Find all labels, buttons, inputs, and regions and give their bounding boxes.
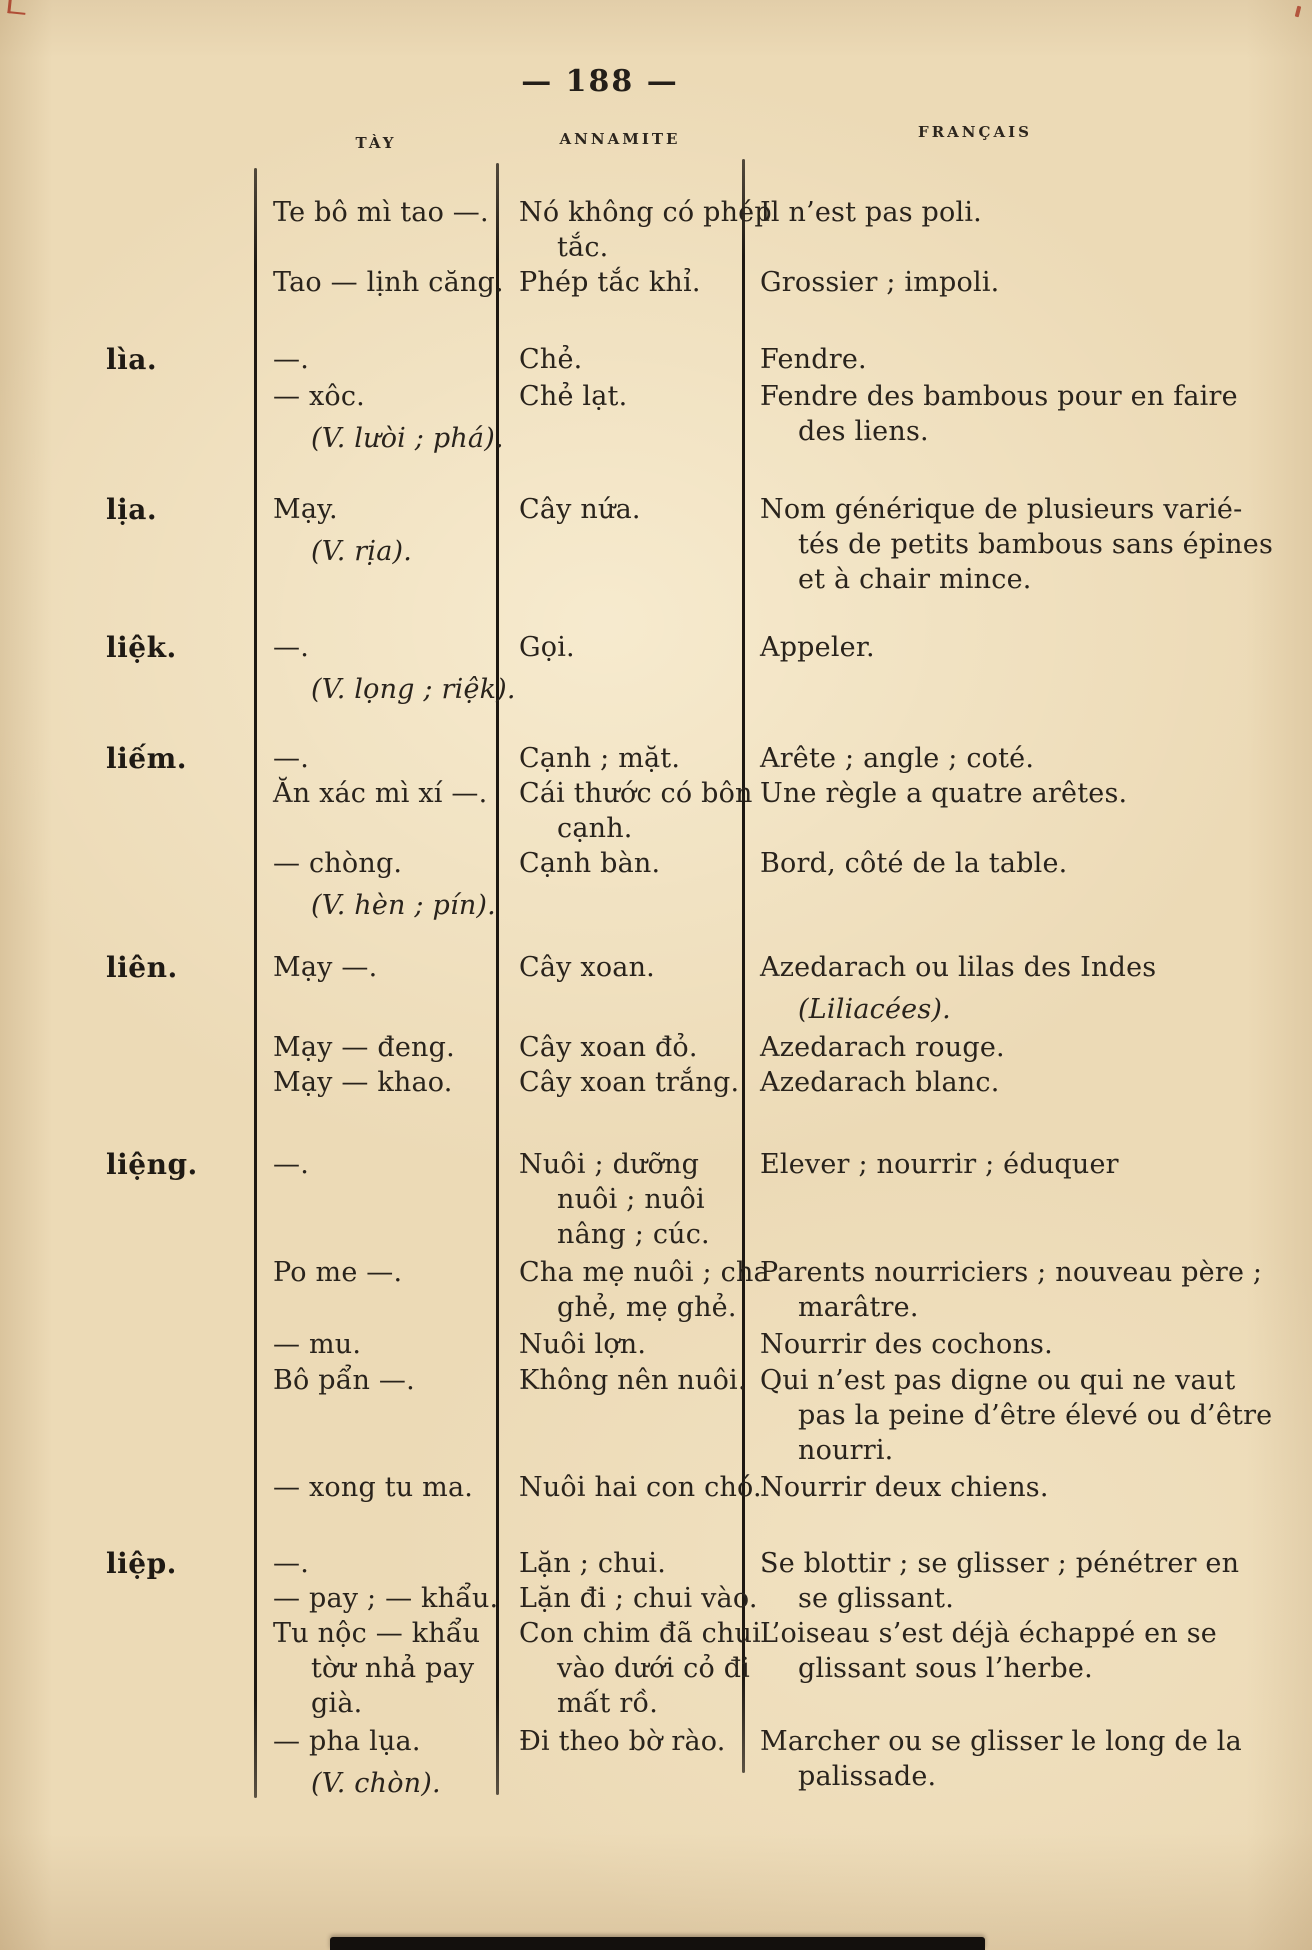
table-row xyxy=(0,741,1312,776)
francais-cell xyxy=(743,1327,1312,1362)
cell-line: Nó không có phép xyxy=(519,197,772,228)
tay-cell xyxy=(255,1616,497,1721)
cell-line: Appeler. xyxy=(760,632,875,663)
annamite-cell xyxy=(497,846,743,924)
francais-cell xyxy=(743,1255,1312,1325)
annamite-cell xyxy=(497,195,772,265)
francais-cell xyxy=(743,741,1312,776)
table-row xyxy=(0,950,1312,1028)
annamite-cell xyxy=(497,1724,743,1802)
headword xyxy=(0,1255,255,1325)
cell-line: Phép tắc khỉ. xyxy=(519,267,701,298)
headword: liếm. xyxy=(106,742,187,775)
red-corner-mark-right xyxy=(1295,6,1302,18)
tay-cell xyxy=(255,1065,497,1100)
cell-line: Tao — lịnh căng. xyxy=(273,267,504,298)
annamite-cell xyxy=(497,1616,761,1721)
cell-line: Elever ; nourrir ; éduquer xyxy=(760,1149,1119,1180)
headword: liệk. xyxy=(106,631,177,664)
annamite-cell xyxy=(497,1546,758,1616)
tay-cell xyxy=(255,1470,497,1505)
cell-line: vào dưới cỏ đi xyxy=(557,1653,751,1684)
cell-line: Bô pẩn —. xyxy=(273,1365,415,1396)
francais-cell xyxy=(743,1065,1312,1100)
tay-cell xyxy=(255,1030,497,1065)
cell-line: — chòng. xyxy=(273,848,403,879)
francais-cell xyxy=(743,630,1312,708)
table-row xyxy=(0,1724,1312,1802)
annamite-cell xyxy=(497,492,743,597)
table-row xyxy=(0,1147,1312,1252)
cell-line: Lặn ; chui. xyxy=(519,1548,666,1579)
cell-line: Parents nourriciers ; nouveau père ; xyxy=(760,1257,1263,1288)
tay-cell xyxy=(255,630,516,708)
cell-line: —. xyxy=(273,1548,309,1579)
cell-line: Azedarach ou lilas des Indes xyxy=(760,952,1157,983)
annamite-cell xyxy=(497,776,753,846)
cell-line: Bord, côté de la table. xyxy=(760,848,1068,879)
cell-line: Cây nứa. xyxy=(519,494,641,525)
headword: lìa. xyxy=(106,343,158,376)
table-row xyxy=(0,1363,1312,1468)
francais-cell xyxy=(743,776,1312,846)
cell-line: Cái thước có bôn xyxy=(519,778,753,809)
table-row xyxy=(0,1065,1312,1100)
headword xyxy=(0,846,255,924)
headword: liệp. xyxy=(106,1547,177,1580)
tay-cell xyxy=(255,1147,497,1252)
cell-line: (V. rịa). xyxy=(311,536,413,567)
francais-cell xyxy=(743,950,1312,1028)
cell-line: et à chair mince. xyxy=(798,564,1032,595)
tay-cell xyxy=(255,1255,497,1325)
cell-line: Ăn xác mì xí —. xyxy=(273,778,488,809)
annamite-cell xyxy=(497,1147,743,1252)
francais-cell xyxy=(743,265,1312,300)
tay-cell xyxy=(255,265,504,300)
francais-cell xyxy=(743,846,1312,924)
cell-line: mất rồ. xyxy=(557,1688,658,1719)
cell-line: nuôi ; nuôi xyxy=(557,1184,705,1215)
cell-line: Nuôi lợn. xyxy=(519,1329,647,1360)
francais-cell xyxy=(743,195,1312,265)
cell-line: Azedarach blanc. xyxy=(760,1067,1000,1098)
cell-line: —. xyxy=(273,632,309,663)
cell-line: — mu. xyxy=(273,1329,362,1360)
annamite-cell xyxy=(497,1030,743,1065)
cell-line: Gọi. xyxy=(519,632,575,663)
cell-line: Cạnh ; mặt. xyxy=(519,743,681,774)
tay-cell xyxy=(255,846,497,924)
tay-cell xyxy=(255,950,497,1028)
francais-cell xyxy=(743,379,1312,457)
cell-line: Grossier ; impoli. xyxy=(760,267,1000,298)
headword: liên. xyxy=(106,951,178,984)
cell-line: Cha mẹ nuôi ; cha xyxy=(519,1257,770,1288)
table-row xyxy=(0,1546,1312,1616)
cell-line: —. xyxy=(273,1149,309,1180)
annamite-cell xyxy=(497,630,743,708)
cell-line: Tu nộc — khẩu xyxy=(273,1618,481,1649)
cell-line: Lặn đi ; chui vào. xyxy=(519,1583,758,1614)
cell-line: — pay ; — khẩu. xyxy=(273,1583,499,1614)
tay-cell xyxy=(255,1363,497,1468)
cell-line: Chẻ. xyxy=(519,344,583,375)
tay-cell xyxy=(255,1724,497,1802)
cell-line: tés de petits bambous sans épines xyxy=(798,529,1273,560)
annamite-cell xyxy=(497,1065,743,1100)
cell-line: (V. chòn). xyxy=(311,1768,441,1799)
cell-line: Mạy —. xyxy=(273,952,378,983)
cell-line: ghẻ, mẹ ghẻ. xyxy=(557,1292,737,1323)
cell-line: (V. lọng ; riệk). xyxy=(311,674,516,705)
table-row xyxy=(0,846,1312,924)
francais-cell xyxy=(743,1724,1312,1802)
table-row xyxy=(0,195,1312,265)
francais-cell xyxy=(743,1363,1312,1468)
annamite-cell xyxy=(497,950,743,1028)
cell-line: — xôc. xyxy=(273,381,365,412)
table-row xyxy=(0,379,1312,457)
table-row xyxy=(0,1327,1312,1362)
table-row xyxy=(0,492,1312,597)
headword: lịa. xyxy=(106,493,158,526)
table-row xyxy=(0,1255,1312,1325)
cell-line: nourri. xyxy=(798,1435,894,1466)
table-row xyxy=(0,630,1312,708)
cell-line: pas la peine d’être élevé ou d’être xyxy=(798,1400,1273,1431)
tay-cell xyxy=(255,342,497,377)
cell-line: marâtre. xyxy=(798,1292,919,1323)
cell-line: Marcher ou se glisser le long de la xyxy=(760,1726,1242,1757)
cell-line: (V. hèn ; pín). xyxy=(311,890,496,921)
annamite-cell xyxy=(497,265,743,300)
headword xyxy=(0,1030,255,1065)
cell-line: Qui n’est pas digne ou qui ne vaut xyxy=(760,1365,1236,1396)
tay-cell xyxy=(255,195,497,265)
page-number: — 188 — xyxy=(521,64,679,99)
cell-line: Azedarach rouge. xyxy=(760,1032,1005,1063)
cell-line: Cạnh bàn. xyxy=(519,848,661,879)
annamite-cell xyxy=(497,741,743,776)
cell-line: Nourrir deux chiens. xyxy=(760,1472,1049,1503)
francais-cell xyxy=(743,1030,1312,1065)
francais-cell xyxy=(743,1147,1312,1252)
annamite-cell xyxy=(497,379,743,457)
cell-line: Mạy — đeng. xyxy=(273,1032,455,1063)
tay-cell xyxy=(255,776,497,846)
cell-line: Nuôi ; dưỡng xyxy=(519,1149,700,1180)
cell-line: —. xyxy=(273,743,309,774)
cell-line: Il n’est pas poli. xyxy=(760,197,982,228)
headword xyxy=(0,1363,255,1468)
table-row xyxy=(0,1616,1312,1721)
cell-line: se glissant. xyxy=(798,1583,955,1614)
column-header-annamite: ANNAMITE xyxy=(559,130,681,148)
annamite-cell xyxy=(497,1255,770,1325)
table-row xyxy=(0,776,1312,846)
headword xyxy=(0,195,255,265)
scan-edge-bar xyxy=(330,1937,985,1950)
cell-line: Te bô mì tao —. xyxy=(273,197,489,228)
cell-line: L’oiseau s’est déjà échappé en se xyxy=(760,1618,1217,1649)
cell-line: — xong tu ma. xyxy=(273,1472,474,1503)
cell-line: nâng ; cúc. xyxy=(557,1219,710,1250)
cell-line: Cây xoan trắng. xyxy=(519,1067,740,1098)
column-header-tay: TÀY xyxy=(355,134,397,152)
cell-line: (V. lưòi ; phá). xyxy=(311,423,504,454)
cell-line: Mạy — khao. xyxy=(273,1067,453,1098)
francais-cell xyxy=(743,1470,1312,1505)
cell-line: Nuôi hai con chó. xyxy=(519,1472,762,1503)
cell-line: Mạy. xyxy=(273,494,338,525)
tay-cell xyxy=(255,379,504,457)
cell-line: des liens. xyxy=(798,416,929,447)
cell-line: Chẻ lạt. xyxy=(519,381,628,412)
tay-cell xyxy=(255,1327,497,1362)
dictionary-entries xyxy=(0,195,1312,1802)
annamite-cell xyxy=(497,342,743,377)
cell-line: Nom générique de plusieurs varié- xyxy=(760,494,1243,525)
headword: liệng. xyxy=(106,1148,198,1181)
cell-line: Cây xoan. xyxy=(519,952,655,983)
cell-line: Nourrir des cochons. xyxy=(760,1329,1053,1360)
francais-cell xyxy=(743,492,1312,597)
table-row xyxy=(0,1470,1312,1505)
cell-line: già. xyxy=(311,1688,363,1719)
table-row xyxy=(0,1030,1312,1065)
column-header-francais: FRANÇAIS xyxy=(918,123,1032,141)
francais-cell xyxy=(743,342,1312,377)
cell-line: Cây xoan đỏ. xyxy=(519,1032,698,1063)
cell-line: glissant sous l’herbe. xyxy=(798,1653,1093,1684)
cell-line: Se blottir ; se glisser ; pénétrer en xyxy=(760,1548,1240,1579)
headword xyxy=(0,1724,255,1802)
table-row xyxy=(0,265,1312,300)
cell-line: Không nên nuôi. xyxy=(519,1365,747,1396)
annamite-cell xyxy=(497,1470,762,1505)
cell-line: Đi theo bờ rào. xyxy=(519,1726,726,1757)
cell-line: — pha lụa. xyxy=(273,1726,421,1757)
cell-line: —. xyxy=(273,344,309,375)
cell-line: (Liliacées). xyxy=(798,994,951,1025)
headword xyxy=(0,1616,255,1721)
headword xyxy=(0,265,255,300)
annamite-cell xyxy=(497,1363,747,1468)
tay-cell xyxy=(255,1546,497,1616)
cell-line: Arête ; angle ; coté. xyxy=(760,743,1035,774)
cell-line: Fendre des bambous pour en faire xyxy=(760,381,1238,412)
annamite-cell xyxy=(497,1327,743,1362)
francais-cell xyxy=(743,1546,1312,1616)
cell-line: tắc. xyxy=(557,232,609,263)
headword xyxy=(0,379,255,457)
cell-line: cạnh. xyxy=(557,813,633,844)
cell-line: Une règle a quatre arêtes. xyxy=(760,778,1128,809)
francais-cell xyxy=(743,1616,1312,1721)
table-row xyxy=(0,342,1312,377)
headword xyxy=(0,1470,255,1505)
cell-line: Con chim đã chui xyxy=(519,1618,761,1649)
cell-line: tờư nhả pay xyxy=(311,1653,475,1684)
headword xyxy=(0,776,255,846)
cell-line: Po me —. xyxy=(273,1257,403,1288)
tay-cell xyxy=(255,741,497,776)
cell-line: Fendre. xyxy=(760,344,867,375)
headword xyxy=(0,1327,255,1362)
cell-line: palissade. xyxy=(798,1761,937,1792)
tay-cell xyxy=(255,492,497,597)
headword xyxy=(0,1065,255,1100)
red-corner-mark-left xyxy=(7,0,26,15)
